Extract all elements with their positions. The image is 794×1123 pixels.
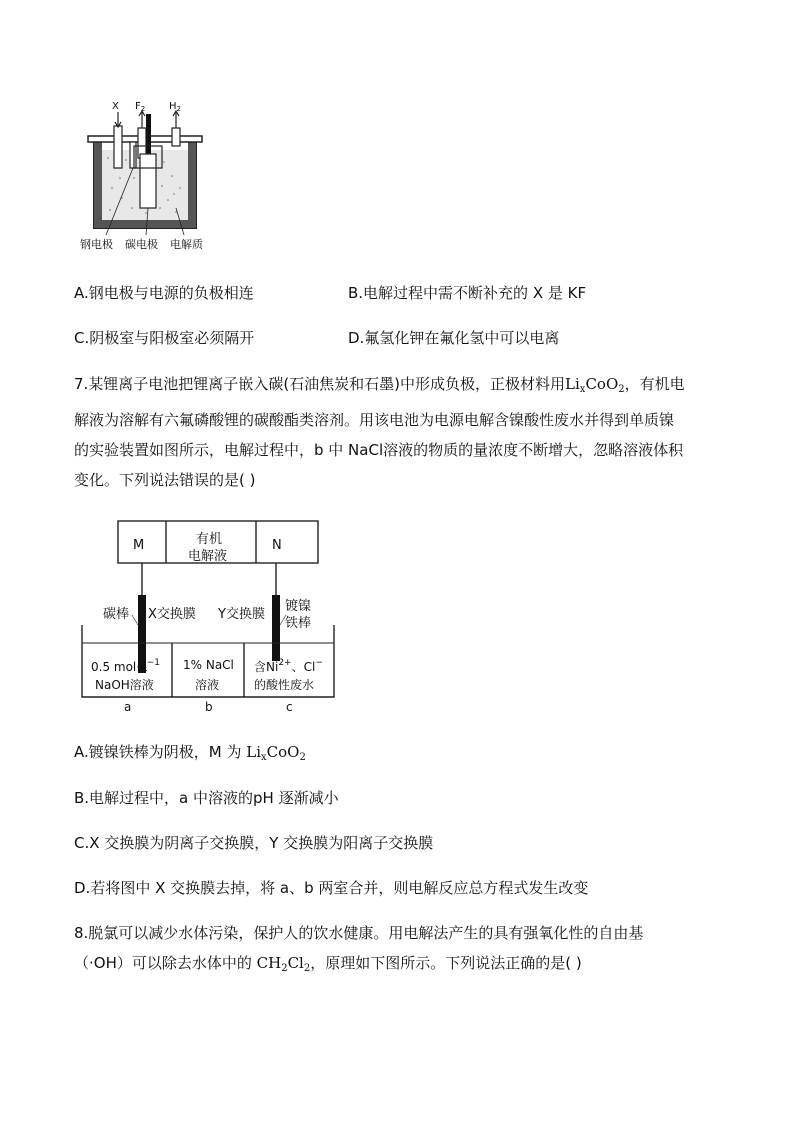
cell-a-concentration: 0.5 $mol\cdot L^{-1}$	[91, 658, 161, 674]
h2-outlet-tube	[172, 128, 180, 146]
q7-stem-line2: 解液为溶解有六氟磷酸锂的碳酸酯类溶剂。用该电池为电源电解含镍酸性废水并得到单质镍	[74, 411, 675, 429]
q7-option-d: D.若将图中 X 交换膜去掉，将 a、b 两室合并，则电解反应总方程式发生改变	[74, 879, 589, 897]
q8-stem	[74, 918, 734, 984]
q6-option-b: B.电解过程中需不断补充的 X 是 KF	[348, 284, 587, 302]
battery-organic-1: 有机	[196, 532, 223, 547]
label-steel-electrode: 钢电极	[80, 238, 113, 251]
container-wall-right	[188, 138, 196, 228]
q7-option-c: C.X 交换膜为阴离子交换膜，Y 交换膜为阳离子交换膜	[74, 834, 434, 852]
cell-b-concentration: 1% NaCl	[183, 658, 234, 672]
label-plated-1: 镀镍	[285, 599, 312, 614]
label-x: X	[112, 101, 119, 112]
x-inlet-tube	[114, 126, 122, 168]
label-electrolyte: 电解质	[170, 238, 203, 251]
q7-stem-line4: 变化。下列说法错误的是( )	[74, 471, 256, 489]
label-carbon-electrode: 碳电极	[125, 238, 158, 251]
battery-m: M	[133, 538, 145, 553]
cell-b-name: 溶液	[195, 678, 220, 692]
cell-a-name: NaOH溶液	[95, 678, 154, 692]
cell-label-c: c	[286, 700, 293, 714]
q6-option-d: D.氟氢化钾在氟化氢中可以电离	[348, 329, 560, 347]
q7-stem	[74, 369, 734, 495]
q7-option-a: A.镀镍铁棒为阴极，M 为 $Li_xCoO_2$	[74, 743, 306, 763]
label-f2: $F_2$	[135, 101, 146, 113]
container-wall-left	[94, 138, 102, 228]
nickel-plated-iron-rod	[272, 595, 280, 661]
label-h2: $H_2$	[169, 101, 181, 113]
cell-label-a: a	[124, 700, 132, 714]
cell-c-line-1: 含$Ni^{2+}$、Cl−	[254, 658, 323, 674]
label-plated-2: 铁棒	[285, 616, 312, 631]
q6-option-a: A.钢电极与电源的负极相连	[74, 284, 254, 302]
cell-label-b: b	[205, 700, 213, 714]
carbon-rod	[146, 114, 151, 154]
cell-c-line-2: 的酸性废水	[254, 678, 315, 692]
q7-stem-line3: 的实验装置如图所示，电解过程中，b 中 NaCl溶液的物质的量浓度不断增大，忽略溶液体积	[74, 441, 684, 459]
label-carbon-rod: 碳棒	[103, 607, 130, 622]
label-y-membrane: Y交换膜	[218, 607, 265, 622]
electrolysis-cell-figure	[76, 98, 216, 258]
q6-option-c: C.阴极室与阳极室必须隔开	[74, 329, 255, 347]
q8-stem-line1: 8.脱氯可以减少水体污染，保护人的饮水健康。用电解法产生的具有强氧化性的自由基	[74, 924, 644, 942]
battery-n: N	[272, 538, 282, 553]
battery-organic-2: 电解液	[188, 549, 228, 564]
q8-stem-line2: （·OH）可以除去水体中的 $CH_2Cl_2$，原理如下图所示。下列说法正确的是( )	[74, 954, 582, 974]
q7-stem-line1: 7.某锂离子电池把锂离子嵌入碳(石油焦炭和石墨)中形成负极，正极材料用$Li_xCoO_2$，有机电	[74, 375, 685, 395]
label-x-membrane: X交换膜	[148, 607, 196, 622]
q7-option-b: B.电解过程中，a 中溶液的pH 逐渐减小	[74, 789, 339, 807]
carbon-electrode	[140, 154, 156, 208]
